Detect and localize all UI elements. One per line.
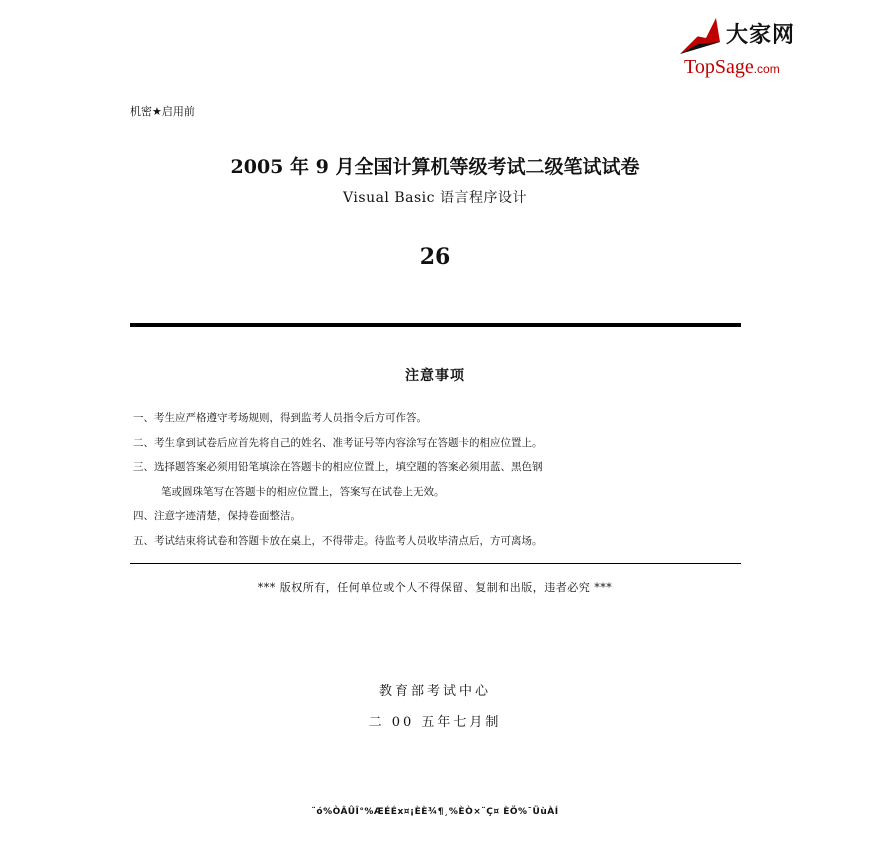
note-item: 三、选择题答案必须用铅笔填涂在答题卡的相应位置上，填空题的答案必须用蓝、黑色钢 bbox=[133, 461, 543, 473]
copyright-notice: *** 版权所有，任何单位或个人不得保留、复制和出版，违者必究 *** bbox=[257, 581, 613, 594]
thick-divider bbox=[130, 323, 741, 327]
confidential-label: 机密★启用前 bbox=[130, 105, 195, 118]
exam-subtitle: Visual Basic 语言程序设计 bbox=[343, 190, 527, 206]
logo-chinese-name: 大家网 bbox=[726, 23, 796, 48]
topsage-logo bbox=[676, 14, 836, 78]
notes-list bbox=[133, 406, 743, 553]
logo-emblem-icon bbox=[676, 14, 728, 58]
note-item: 五、考试结束将试卷和答题卡放在桌上，不得带走。待监考人员收毕清点后，方可离场。 bbox=[133, 534, 543, 547]
note-item-continuation: 笔或圆珠笔写在答题卡的相应位置上，答案写在试卷上无效。 bbox=[161, 485, 445, 498]
logo-english-name: TopSage.com bbox=[684, 56, 780, 78]
issue-date: 二 00 五年七月制 bbox=[368, 715, 502, 730]
note-item: 二、考生拿到试卷后应首先将自己的姓名、准考证号等内容涂写在答题卡的相应位置上。 bbox=[133, 436, 543, 449]
note-item: 四、注意字迹清楚，保持卷面整洁。 bbox=[133, 510, 301, 522]
notes-heading: 注意事项 bbox=[405, 368, 465, 384]
exam-title: 2005 年 9 月全国计算机等级考试二级笔试试卷 bbox=[230, 156, 640, 178]
paper-number: 26 bbox=[419, 244, 451, 270]
issuer-name: 教育部考试中心 bbox=[378, 684, 491, 699]
thin-divider bbox=[130, 563, 741, 564]
note-item: 一、考生应严格遵守考场规则，得到监考人员指令后方可作答。 bbox=[133, 412, 427, 424]
footer-garbled-text: ¨ó%ÒÂÛÎ°%ÆÉÉx¤¡ÈÈ¾¶¸%ÈÒ×¨Ç¤ ÈÖ%¯ÜùÀÍ bbox=[311, 807, 559, 817]
